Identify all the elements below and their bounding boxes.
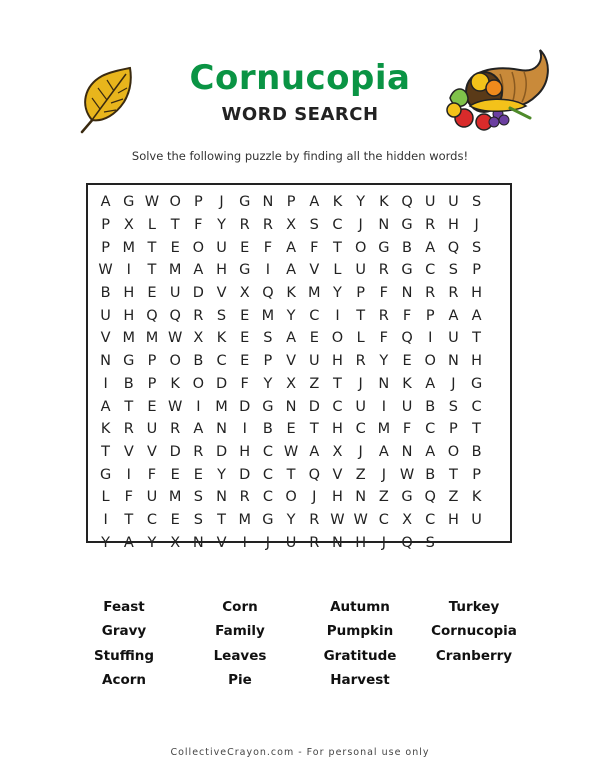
grid-letter[interactable]: T bbox=[333, 239, 342, 256]
instructions-text: Solve the following puzzle by finding all the hidden words! bbox=[131, 149, 469, 163]
grid-letter[interactable]: J bbox=[265, 534, 271, 551]
grid-letter[interactable]: U bbox=[100, 307, 111, 324]
word-list-item: Pumpkin bbox=[326, 623, 394, 640]
grid-letter[interactable]: M bbox=[122, 330, 136, 347]
grid-letter[interactable]: J bbox=[381, 466, 386, 483]
grid-letter[interactable]: R bbox=[425, 217, 436, 234]
grid-letter[interactable]: B bbox=[425, 466, 436, 483]
word-list-item: Leaves bbox=[213, 647, 267, 664]
grid-letter[interactable]: A bbox=[193, 421, 204, 438]
grid-letter[interactable]: R bbox=[239, 217, 250, 234]
letter-grid bbox=[94, 191, 488, 554]
word-list-item: Family bbox=[215, 623, 265, 640]
grid-letter[interactable]: C bbox=[262, 466, 273, 483]
grid-letter[interactable]: U bbox=[401, 398, 413, 415]
grid-letter[interactable]: O bbox=[192, 239, 205, 256]
word-list-item: Corn bbox=[222, 599, 258, 615]
grid-letter[interactable]: S bbox=[309, 217, 319, 234]
grid-letter[interactable]: U bbox=[169, 285, 181, 302]
grid-letter[interactable]: J bbox=[312, 489, 317, 506]
grid-letter[interactable]: T bbox=[472, 421, 482, 438]
word-list-item: Pie bbox=[228, 671, 252, 688]
grid-letter[interactable]: W bbox=[399, 466, 415, 483]
grid-letter[interactable]: K bbox=[286, 285, 296, 302]
grid-letter[interactable]: F bbox=[379, 330, 389, 347]
grid-letter[interactable]: P bbox=[101, 239, 110, 256]
grid-letter[interactable]: I bbox=[103, 375, 108, 392]
grid-letter[interactable]: A bbox=[425, 239, 436, 256]
grid-letter[interactable]: E bbox=[170, 466, 180, 483]
grid-letter[interactable]: Y bbox=[217, 466, 226, 483]
grid-letter[interactable]: C bbox=[309, 307, 320, 324]
grid-letter[interactable]: K bbox=[216, 330, 227, 347]
grid-letter[interactable]: H bbox=[332, 353, 343, 370]
grid-letter[interactable]: L bbox=[101, 489, 110, 506]
grid-letter[interactable]: T bbox=[333, 375, 342, 392]
grid-letter[interactable]: N bbox=[355, 489, 367, 506]
grid-letter[interactable]: S bbox=[471, 194, 482, 211]
grid-letter[interactable]: X bbox=[123, 217, 134, 234]
grid-letter[interactable]: K bbox=[471, 489, 482, 506]
grid-letter[interactable]: H bbox=[471, 353, 483, 370]
grid-letter[interactable]: J bbox=[474, 217, 479, 234]
grid-letter[interactable]: G bbox=[378, 239, 390, 256]
grid-letter[interactable]: B bbox=[193, 353, 204, 370]
grid-letter[interactable]: E bbox=[240, 239, 250, 256]
grid-letter[interactable]: X bbox=[332, 443, 343, 460]
grid-letter[interactable]: S bbox=[471, 239, 482, 256]
grid-letter[interactable]: Q bbox=[308, 466, 320, 483]
grid-letter[interactable]: N bbox=[401, 285, 413, 302]
grid-letter[interactable]: X bbox=[402, 511, 412, 528]
grid-letter[interactable]: G bbox=[262, 398, 274, 415]
grid-letter[interactable]: P bbox=[286, 194, 296, 211]
grid-letter[interactable]: O bbox=[169, 194, 181, 211]
grid-letter[interactable]: H bbox=[123, 285, 135, 302]
word-list-item: Feast bbox=[103, 599, 145, 615]
grid-letter[interactable]: N bbox=[285, 398, 297, 415]
grid-letter[interactable]: C bbox=[471, 398, 482, 415]
grid-letter[interactable]: D bbox=[239, 466, 251, 483]
grid-letter[interactable]: A bbox=[471, 307, 482, 324]
grid-letter[interactable]: G bbox=[123, 194, 135, 211]
grid-letter[interactable]: I bbox=[103, 511, 108, 528]
grid-letter[interactable]: D bbox=[169, 443, 181, 460]
grid-letter[interactable]: E bbox=[286, 421, 296, 438]
grid-letter[interactable]: W bbox=[144, 194, 160, 211]
grid-letter[interactable]: T bbox=[217, 511, 226, 528]
grid-letter[interactable]: B bbox=[471, 443, 482, 460]
grid-letter[interactable]: H bbox=[239, 443, 251, 460]
grid-letter[interactable]: D bbox=[215, 375, 228, 392]
grid-letter[interactable]: I bbox=[196, 398, 201, 415]
grid-letter[interactable]: C bbox=[332, 217, 343, 234]
grid-letter[interactable]: F bbox=[194, 217, 203, 234]
grid-letter[interactable]: T bbox=[147, 262, 157, 279]
grid-letter[interactable]: E bbox=[240, 353, 250, 370]
grid-letter[interactable]: I bbox=[335, 307, 340, 324]
grid-letter[interactable]: F bbox=[402, 307, 412, 324]
grid-letter[interactable]: F bbox=[147, 466, 157, 483]
grid-letter[interactable]: Q bbox=[401, 534, 413, 551]
grid-letter[interactable]: F bbox=[310, 239, 319, 256]
grid-letter[interactable]: Y bbox=[217, 217, 226, 234]
grid-letter[interactable]: R bbox=[309, 534, 320, 551]
grid-letter[interactable]: B bbox=[100, 285, 111, 302]
grid-letter[interactable]: R bbox=[309, 511, 320, 528]
grid-letter[interactable]: M bbox=[145, 330, 159, 347]
grid-letter[interactable]: P bbox=[425, 307, 435, 324]
word-list-item: Autumn bbox=[330, 599, 390, 615]
grid-letter[interactable]: I bbox=[126, 466, 131, 483]
grid-letter[interactable]: X bbox=[239, 285, 250, 302]
grid-letter[interactable]: A bbox=[425, 443, 436, 460]
grid-letter[interactable]: N bbox=[192, 534, 204, 551]
page-title: Cornucopia bbox=[189, 58, 411, 98]
word-list-item: Acorn bbox=[102, 671, 146, 688]
grid-letter[interactable]: Y bbox=[286, 511, 296, 528]
grid-letter[interactable]: F bbox=[263, 239, 273, 256]
grid-letter[interactable]: Q bbox=[146, 307, 158, 324]
footer-text: CollectiveCrayon.com - For personal use only bbox=[170, 747, 430, 758]
grid-letter[interactable]: U bbox=[448, 194, 459, 211]
word-list-item: Gravy bbox=[101, 623, 147, 640]
grid-letter[interactable]: H bbox=[471, 285, 483, 302]
grid-letter[interactable]: X bbox=[286, 217, 297, 234]
grid-letter[interactable]: M bbox=[168, 489, 182, 506]
grid-letter[interactable]: W bbox=[167, 398, 183, 415]
grid-letter[interactable]: J bbox=[358, 443, 363, 460]
grid-letter[interactable]: G bbox=[123, 353, 135, 370]
grid-letter[interactable]: I bbox=[242, 534, 247, 551]
grid-letter[interactable]: W bbox=[98, 262, 113, 279]
grid-letter[interactable]: H bbox=[447, 511, 459, 528]
grid-letter[interactable]: A bbox=[309, 194, 320, 211]
grid-letter[interactable]: M bbox=[168, 262, 182, 279]
grid-letter[interactable]: B bbox=[262, 421, 273, 438]
grid-letter[interactable]: P bbox=[356, 285, 366, 302]
word-list-item: Cornucopia bbox=[431, 623, 517, 640]
grid-letter[interactable]: M bbox=[238, 511, 251, 528]
grid-letter[interactable]: E bbox=[147, 285, 157, 302]
grid-letter[interactable]: U bbox=[146, 421, 158, 438]
grid-letter[interactable]: X bbox=[170, 534, 181, 551]
grid-letter[interactable]: G bbox=[239, 194, 251, 211]
grid-letter[interactable]: U bbox=[424, 194, 436, 211]
grid-letter[interactable]: T bbox=[472, 330, 482, 347]
grid-letter[interactable]: C bbox=[378, 511, 389, 528]
grid-letter[interactable]: Q bbox=[169, 307, 181, 324]
grid-letter[interactable]: T bbox=[124, 398, 134, 415]
grid-letter[interactable]: Q bbox=[424, 489, 436, 506]
grid-letter[interactable]: C bbox=[262, 443, 273, 460]
grid-letter[interactable]: G bbox=[401, 489, 413, 506]
grid-letter[interactable]: V bbox=[216, 285, 227, 302]
grid-letter[interactable]: Z bbox=[355, 466, 366, 483]
grid-letter[interactable]: C bbox=[332, 398, 343, 415]
grid-letter[interactable]: E bbox=[402, 353, 412, 370]
grid-letter[interactable]: N bbox=[216, 421, 227, 438]
grid-letter[interactable]: R bbox=[378, 262, 389, 279]
grid-letter[interactable]: M bbox=[261, 307, 275, 324]
grid-letter[interactable]: J bbox=[381, 534, 386, 551]
grid-letter[interactable]: J bbox=[219, 194, 224, 211]
grid-letter[interactable]: U bbox=[448, 330, 459, 347]
grid-letter[interactable]: V bbox=[309, 262, 320, 279]
grid-letter[interactable]: G bbox=[239, 262, 251, 279]
grid-letter[interactable]: B bbox=[425, 398, 436, 415]
word-list-item: Cranberry bbox=[435, 647, 513, 664]
grid-letter[interactable]: R bbox=[425, 285, 436, 302]
grid-letter[interactable]: A bbox=[286, 239, 297, 256]
grid-letter[interactable]: E bbox=[170, 511, 180, 528]
grid-letter[interactable]: Y bbox=[356, 194, 366, 211]
grid-letter[interactable]: A bbox=[123, 534, 134, 551]
puzzle-grid-box bbox=[86, 183, 512, 551]
grid-letter[interactable]: K bbox=[379, 194, 389, 211]
grid-letter[interactable]: O bbox=[447, 443, 460, 460]
grid-letter[interactable]: C bbox=[146, 511, 158, 528]
grid-letter[interactable]: I bbox=[428, 330, 433, 347]
grid-letter[interactable]: S bbox=[448, 262, 459, 279]
grid-letter[interactable]: V bbox=[100, 330, 111, 347]
grid-letter[interactable]: S bbox=[263, 330, 273, 347]
grid-letter[interactable]: Z bbox=[378, 489, 389, 506]
grid-letter[interactable]: Q bbox=[401, 194, 413, 211]
grid-letter[interactable]: E bbox=[240, 330, 250, 347]
grid-letter[interactable]: G bbox=[99, 466, 112, 483]
grid-letter[interactable]: Y bbox=[263, 375, 273, 392]
grid-letter[interactable]: N bbox=[262, 194, 274, 211]
grid-letter[interactable]: V bbox=[286, 353, 297, 370]
grid-letter[interactable]: J bbox=[358, 217, 363, 234]
grid-letter[interactable]: B bbox=[402, 239, 412, 256]
grid-letter[interactable]: T bbox=[147, 239, 157, 256]
grid-letter[interactable]: H bbox=[332, 421, 343, 438]
grid-letter[interactable]: W bbox=[353, 511, 368, 528]
grid-letter[interactable]: T bbox=[356, 307, 366, 324]
grid-letter[interactable]: C bbox=[425, 421, 436, 438]
grid-letter[interactable]: P bbox=[263, 353, 273, 370]
grid-letter[interactable]: O bbox=[285, 489, 297, 506]
grid-letter[interactable]: R bbox=[123, 421, 134, 438]
grid-letter[interactable]: K bbox=[170, 375, 180, 392]
grid-letter[interactable]: Y bbox=[379, 353, 389, 370]
grid-letter[interactable]: W bbox=[167, 330, 183, 347]
grid-letter[interactable]: X bbox=[193, 330, 204, 347]
grid-letter[interactable]: A bbox=[448, 307, 459, 324]
grid-letter[interactable]: F bbox=[402, 421, 412, 438]
grid-letter[interactable]: A bbox=[100, 398, 111, 415]
word-list-item: Turkey bbox=[448, 599, 500, 615]
grid-letter[interactable]: L bbox=[333, 262, 342, 279]
grid-letter[interactable]: N bbox=[447, 353, 459, 370]
grid-letter[interactable]: A bbox=[286, 262, 297, 279]
grid-letter[interactable]: P bbox=[472, 262, 481, 279]
grid-letter[interactable]: V bbox=[147, 443, 157, 460]
grid-letter[interactable]: V bbox=[123, 443, 134, 460]
word-list-item: Stuffing bbox=[93, 647, 155, 664]
grid-letter[interactable]: E bbox=[240, 307, 250, 324]
grid-letter[interactable]: A bbox=[100, 194, 111, 211]
grid-letter[interactable]: G bbox=[401, 217, 413, 234]
grid-letter[interactable]: X bbox=[286, 375, 297, 392]
grid-letter[interactable]: Y bbox=[147, 534, 157, 551]
grid-letter[interactable]: O bbox=[424, 353, 436, 370]
grid-letter[interactable]: U bbox=[146, 489, 158, 506]
grid-letter[interactable]: N bbox=[100, 353, 112, 370]
grid-letter[interactable]: R bbox=[448, 285, 459, 302]
grid-letter[interactable]: Q bbox=[447, 239, 460, 256]
grid-letter[interactable]: U bbox=[285, 534, 297, 551]
grid-letter[interactable]: L bbox=[356, 330, 365, 347]
grid-letter[interactable]: F bbox=[240, 375, 249, 392]
grid-letter[interactable]: R bbox=[193, 307, 204, 324]
grid-letter[interactable]: U bbox=[216, 239, 227, 256]
grid-letter[interactable]: S bbox=[448, 398, 459, 415]
grid-letter[interactable]: R bbox=[170, 421, 181, 438]
grid-letter[interactable]: S bbox=[193, 511, 203, 528]
grid-letter[interactable]: Q bbox=[262, 285, 274, 302]
grid-letter[interactable]: D bbox=[215, 443, 228, 460]
grid-letter[interactable]: J bbox=[358, 375, 363, 392]
grid-letter[interactable]: R bbox=[378, 307, 389, 324]
grid-letter[interactable]: I bbox=[242, 421, 247, 438]
grid-letter[interactable]: Y bbox=[101, 534, 111, 551]
grid-letter[interactable]: V bbox=[216, 534, 227, 551]
grid-letter[interactable]: T bbox=[309, 421, 319, 438]
grid-letter[interactable]: K bbox=[402, 375, 412, 392]
grid-letter[interactable]: H bbox=[332, 489, 343, 506]
grid-letter[interactable]: B bbox=[123, 375, 134, 392]
grid-letter[interactable]: A bbox=[309, 443, 320, 460]
grid-letter[interactable]: Z bbox=[309, 375, 320, 392]
grid-letter[interactable]: M bbox=[215, 398, 228, 415]
grid-letter[interactable]: I bbox=[381, 398, 386, 415]
grid-letter[interactable]: Z bbox=[448, 489, 459, 506]
grid-letter[interactable]: C bbox=[425, 511, 436, 528]
grid-letter[interactable]: F bbox=[379, 285, 389, 302]
grid-letter[interactable]: D bbox=[239, 398, 251, 415]
grid-letter[interactable]: W bbox=[330, 511, 345, 528]
grid-letter[interactable]: Y bbox=[333, 285, 342, 302]
grid-letter[interactable]: V bbox=[332, 466, 343, 483]
grid-letter[interactable]: P bbox=[147, 353, 157, 370]
grid-letter[interactable]: T bbox=[101, 443, 111, 460]
grid-letter[interactable]: P bbox=[449, 421, 458, 438]
grid-letter[interactable]: W bbox=[283, 443, 299, 460]
grid-letter[interactable]: P bbox=[472, 466, 481, 483]
grid-letter[interactable]: T bbox=[170, 217, 180, 234]
grid-letter[interactable]: C bbox=[355, 421, 366, 438]
grid-letter[interactable]: R bbox=[193, 443, 204, 460]
grid-letter[interactable]: M bbox=[377, 421, 391, 438]
grid-letter[interactable]: N bbox=[378, 375, 390, 392]
grid-letter[interactable]: R bbox=[262, 217, 273, 234]
grid-letter[interactable]: S bbox=[425, 534, 435, 551]
grid-letter[interactable]: O bbox=[169, 353, 181, 370]
grid-letter[interactable]: T bbox=[448, 466, 458, 483]
grid-letter[interactable]: U bbox=[355, 398, 366, 415]
grid-letter[interactable]: E bbox=[309, 330, 319, 347]
grid-letter[interactable]: K bbox=[332, 194, 343, 211]
grid-letter[interactable]: H bbox=[447, 217, 459, 234]
grid-letter[interactable]: U bbox=[308, 353, 320, 370]
grid-letter[interactable]: I bbox=[126, 262, 131, 279]
grid-letter[interactable]: M bbox=[122, 239, 136, 256]
grid-letter[interactable]: S bbox=[216, 307, 227, 324]
grid-letter[interactable]: I bbox=[265, 262, 271, 279]
grid-letter[interactable]: D bbox=[308, 398, 320, 415]
grid-letter[interactable]: E bbox=[193, 466, 203, 483]
grid-letter[interactable]: Q bbox=[401, 330, 413, 347]
word-list-item: Harvest bbox=[330, 671, 390, 688]
grid-letter[interactable]: L bbox=[147, 217, 157, 234]
grid-letter[interactable]: H bbox=[216, 262, 227, 279]
grid-letter[interactable]: A bbox=[286, 330, 297, 347]
grid-letter[interactable]: C bbox=[262, 489, 273, 506]
grid-letter[interactable]: G bbox=[401, 262, 413, 279]
word-list bbox=[70, 599, 530, 696]
grid-letter[interactable]: D bbox=[192, 285, 204, 302]
grid-letter[interactable]: R bbox=[239, 489, 250, 506]
grid-letter[interactable]: G bbox=[262, 511, 274, 528]
grid-letter[interactable]: S bbox=[193, 489, 203, 506]
word-list-item: Gratitude bbox=[323, 647, 397, 664]
grid-letter[interactable]: P bbox=[147, 375, 157, 392]
grid-letter[interactable]: R bbox=[355, 353, 366, 370]
grid-letter[interactable]: N bbox=[378, 217, 390, 234]
grid-letter[interactable]: O bbox=[331, 330, 344, 347]
grid-letter[interactable]: N bbox=[401, 443, 413, 460]
grid-letter[interactable]: K bbox=[100, 421, 111, 438]
grid-letter[interactable]: J bbox=[451, 375, 456, 392]
grid-letter[interactable]: E bbox=[147, 398, 157, 415]
grid-letter[interactable]: H bbox=[355, 534, 367, 551]
grid-letter[interactable]: G bbox=[470, 375, 483, 392]
grid-letter[interactable]: M bbox=[308, 285, 321, 302]
grid-letter[interactable]: C bbox=[216, 353, 227, 370]
grid-letter[interactable]: T bbox=[286, 466, 296, 483]
grid-letter[interactable]: T bbox=[124, 511, 134, 528]
grid-letter[interactable]: A bbox=[193, 262, 204, 279]
grid-letter[interactable]: O bbox=[192, 375, 205, 392]
grid-letter[interactable]: A bbox=[378, 443, 389, 460]
grid-letter[interactable]: N bbox=[216, 489, 227, 506]
grid-letter[interactable]: E bbox=[170, 239, 180, 256]
grid-letter[interactable]: O bbox=[354, 239, 367, 256]
grid-letter[interactable]: F bbox=[124, 489, 133, 506]
grid-letter[interactable]: U bbox=[471, 511, 482, 528]
grid-letter[interactable]: H bbox=[123, 307, 135, 324]
grid-letter[interactable]: Y bbox=[286, 307, 296, 324]
grid-letter[interactable]: C bbox=[425, 262, 436, 279]
grid-letter[interactable]: P bbox=[101, 217, 110, 234]
page-subtitle: WORD SEARCH bbox=[221, 104, 379, 125]
grid-letter[interactable]: A bbox=[425, 375, 436, 392]
grid-letter[interactable]: P bbox=[193, 194, 203, 211]
grid-letter[interactable]: N bbox=[332, 534, 343, 551]
grid-letter[interactable]: U bbox=[355, 262, 366, 279]
